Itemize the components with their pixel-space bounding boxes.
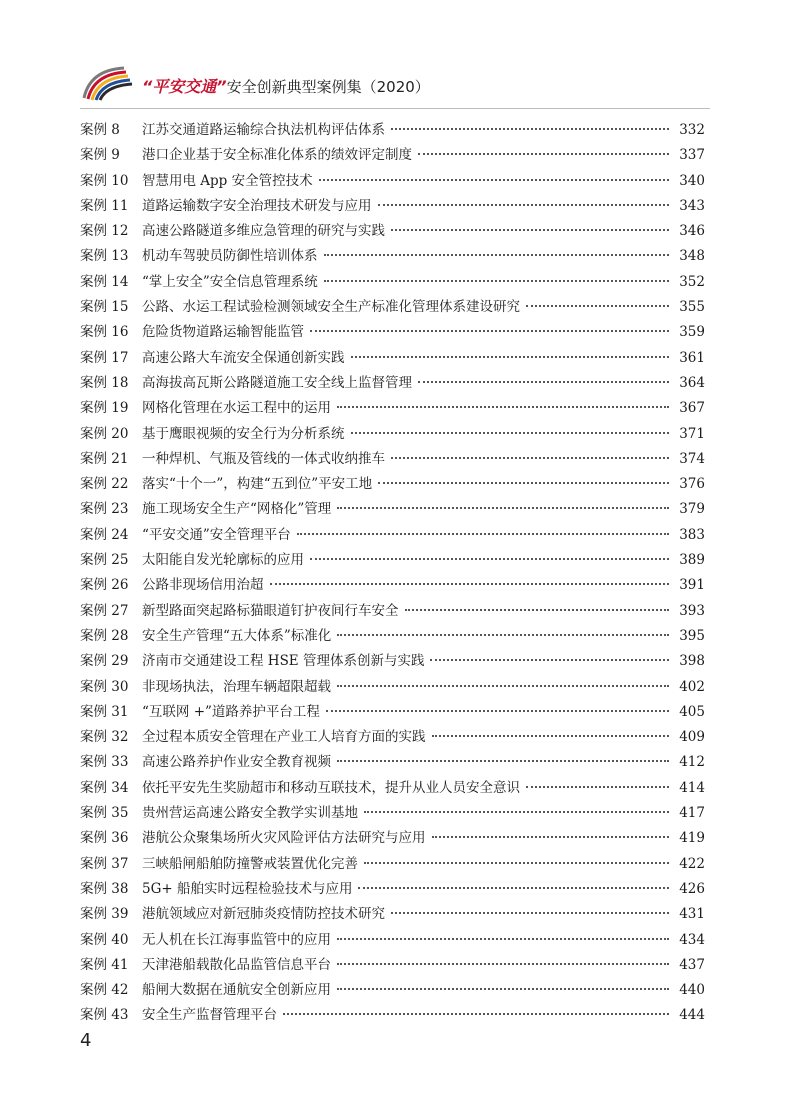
toc-page-number: 389 <box>679 552 705 569</box>
toc-dot-leader <box>364 862 669 864</box>
toc-case-title: 贵州营运高速公路安全教学实训基地 <box>142 805 358 822</box>
toc-page-number: 367 <box>679 400 705 417</box>
series-logo-icon <box>80 62 136 102</box>
toc-case-number: 案例 15 <box>80 299 129 316</box>
toc-page-number: 374 <box>679 450 705 467</box>
toc-dot-leader <box>337 988 669 990</box>
toc-dot-leader <box>324 280 669 282</box>
toc-entry[interactable] <box>80 497 705 522</box>
toc-entry[interactable] <box>80 649 705 674</box>
toc-entry[interactable] <box>80 877 705 902</box>
toc-case-number: 案例 12 <box>80 223 129 240</box>
toc-case-number: 案例 13 <box>80 248 129 265</box>
toc-case-title: 济南市交通建设工程 HSE 管理体系创新与实践 <box>142 653 425 670</box>
toc-case-number: 案例 30 <box>80 678 129 695</box>
toc-case-title: 高速公路大车流安全保通创新实践 <box>142 349 345 366</box>
toc-page-number: 409 <box>679 729 705 746</box>
toc-entry[interactable] <box>80 776 705 801</box>
toc-case-number: 案例 23 <box>80 501 129 518</box>
toc-entry[interactable] <box>80 523 705 548</box>
toc-entry[interactable] <box>80 750 705 775</box>
toc-case-number: 案例 41 <box>80 956 129 973</box>
toc-dot-leader <box>391 457 669 459</box>
toc-case-number: 案例 35 <box>80 805 129 822</box>
toc-entry[interactable] <box>80 675 705 700</box>
toc-entry[interactable] <box>80 244 705 269</box>
toc-page-number: 422 <box>679 855 705 872</box>
toc-page-number: 361 <box>679 349 705 366</box>
header-rule <box>80 108 710 109</box>
toc-case-number: 案例 43 <box>80 1007 129 1024</box>
toc-case-number: 案例 31 <box>80 703 129 720</box>
toc-dot-leader <box>391 229 669 231</box>
series-title <box>142 74 430 97</box>
toc-entry[interactable] <box>80 928 705 953</box>
toc-entry[interactable] <box>80 902 705 927</box>
toc-entry[interactable] <box>80 396 705 421</box>
toc-case-title: 无人机在长江海事监管中的应用 <box>142 931 331 948</box>
toc-page-number: 437 <box>679 956 705 973</box>
toc-page-number: 440 <box>679 982 705 999</box>
toc-dot-leader <box>430 659 669 661</box>
toc-case-title: 施工现场安全生产“网格化”管理 <box>142 501 332 518</box>
toc-case-title: 港航领域应对新冠肺炎疫情防控技术研究 <box>142 906 385 923</box>
toc-entry[interactable] <box>80 548 705 573</box>
toc-case-title: 网格化管理在水运工程中的运用 <box>142 400 331 417</box>
toc-case-number: 案例 40 <box>80 931 129 948</box>
toc-dot-leader <box>378 482 669 484</box>
toc-entry[interactable] <box>80 852 705 877</box>
toc-entry[interactable] <box>80 270 705 295</box>
toc-page-number: 346 <box>679 223 705 240</box>
toc-case-title: 公路非现场信用治超 <box>142 577 264 594</box>
toc-dot-leader <box>378 204 670 206</box>
toc-page-number: 348 <box>679 248 705 265</box>
toc-case-title: 危险货物道路运输智能监管 <box>142 324 304 341</box>
toc-page-number: 343 <box>679 197 705 214</box>
toc-page-number: 426 <box>679 880 705 897</box>
toc-case-title: 港航公众聚集场所火灾风险评估方法研究与应用 <box>142 830 426 847</box>
toc-case-number: 案例 18 <box>80 374 129 391</box>
toc-page-number: 402 <box>679 678 705 695</box>
toc-dot-leader <box>310 558 669 560</box>
toc-entry[interactable] <box>80 725 705 750</box>
toc-case-title: 高海拔高瓦斯公路隧道施工安全线上监督管理 <box>142 374 412 391</box>
toc-page-number: 371 <box>679 425 705 442</box>
toc-dot-leader <box>432 836 670 838</box>
toc-case-title: 三峡船闸船舶防撞警戒装置优化完善 <box>142 855 358 872</box>
toc-case-title: 落实“十个一”，构建“五到位”平安工地 <box>142 476 373 493</box>
toc-dot-leader <box>391 912 669 914</box>
toc-case-title: 高速公路养护作业安全教育视频 <box>142 754 331 771</box>
toc-dot-leader <box>297 533 669 535</box>
toc-case-number: 案例 28 <box>80 627 129 644</box>
toc-case-title: 公路、水运工程试验检测领域安全生产标准化管理体系建设研究 <box>142 299 520 316</box>
toc-case-title: 江苏交通道路运输综合执法机构评估体系 <box>142 122 385 138</box>
toc-page-number: 364 <box>679 374 705 391</box>
toc-case-number: 案例 32 <box>80 729 129 746</box>
toc-page-number: 395 <box>679 627 705 644</box>
toc-entry[interactable] <box>80 169 705 194</box>
toc-case-title: 一种焊机、气瓶及管线的一体式收纳推车 <box>142 450 385 467</box>
toc-dot-leader <box>337 406 669 408</box>
toc-dot-leader <box>364 811 669 813</box>
toc-dot-leader <box>270 583 670 585</box>
toc-entry[interactable] <box>80 978 705 1003</box>
toc-case-number: 案例 25 <box>80 552 129 569</box>
toc-case-number: 案例 24 <box>80 526 129 543</box>
toc-dot-leader <box>324 254 670 256</box>
toc-case-title: 道路运输数字安全治理技术研发与应用 <box>142 197 372 214</box>
toc-entry[interactable] <box>80 953 705 978</box>
toc-dot-leader <box>405 609 670 611</box>
toc-dot-leader <box>351 356 670 358</box>
toc-page-number: 355 <box>679 299 705 316</box>
toc-case-number: 案例 42 <box>80 982 129 999</box>
toc-dot-leader <box>418 381 669 383</box>
toc-entry[interactable] <box>80 143 705 168</box>
toc-dot-leader <box>326 710 669 712</box>
toc-dot-leader <box>310 330 669 332</box>
toc-entry[interactable] <box>80 194 705 219</box>
toc-page-number: 431 <box>679 906 705 923</box>
toc-case-title: 安全生产管理“五大体系”标准化 <box>142 627 332 644</box>
toc-case-number: 案例 11 <box>80 197 129 214</box>
toc-case-number: 案例 10 <box>80 172 129 189</box>
toc-case-title: 依托平安先生奖励超市和移动互联技术，提升从业人员安全意识 <box>142 779 520 796</box>
toc-case-number: 案例 39 <box>80 906 129 923</box>
toc-dot-leader <box>283 1013 669 1015</box>
toc-entry[interactable] <box>80 801 705 826</box>
toc-dot-leader <box>526 786 669 788</box>
toc-case-title: “掌上安全”安全信息管理系统 <box>142 273 318 290</box>
toc-dot-leader <box>337 760 669 762</box>
series-brand: “平安交通” <box>142 77 227 96</box>
toc-dot-leader <box>319 179 669 181</box>
toc-page-number: 340 <box>679 172 705 189</box>
toc-entry[interactable] <box>80 118 705 143</box>
toc-entry[interactable] <box>80 700 705 725</box>
toc-entry[interactable] <box>80 346 705 371</box>
toc-case-title: 港口企业基于安全标准化体系的绩效评定制度 <box>142 147 412 164</box>
toc-case-number: 案例 36 <box>80 830 129 847</box>
toc-entry[interactable] <box>80 624 705 649</box>
toc-dot-leader <box>337 634 669 636</box>
toc-case-number: 案例 34 <box>80 779 129 796</box>
toc-entry[interactable] <box>80 320 705 345</box>
toc-dot-leader <box>358 887 669 889</box>
toc-case-number: 案例 16 <box>80 324 129 341</box>
toc-page-number: 405 <box>679 703 705 720</box>
toc-case-number: 案例 17 <box>80 349 129 366</box>
toc-case-title: “平安交通”安全管理平台 <box>142 526 291 543</box>
toc-page-number: 412 <box>679 754 705 771</box>
toc-case-number: 案例 37 <box>80 855 129 872</box>
toc-case-title: 机动车驾驶员防御性培训体系 <box>142 248 318 265</box>
toc-entry[interactable] <box>80 295 705 320</box>
toc-case-number: 案例 33 <box>80 754 129 771</box>
toc-case-number: 案例 38 <box>80 880 129 897</box>
table-of-contents <box>80 118 705 1029</box>
toc-dot-leader <box>337 938 669 940</box>
toc-case-title: 5G+ 船舶实时远程检验技术与应用 <box>142 880 353 897</box>
toc-case-number: 案例 19 <box>80 400 129 417</box>
toc-case-title: 天津港船载散化品监管信息平台 <box>142 956 331 973</box>
toc-case-title: 船闸大数据在通航安全创新应用 <box>142 982 331 999</box>
toc-page-number: 417 <box>679 805 705 822</box>
toc-entry[interactable] <box>80 1003 705 1028</box>
toc-case-number: 案例 21 <box>80 450 129 467</box>
toc-case-title: 高速公路隧道多维应急管理的研究与实践 <box>142 223 385 240</box>
toc-dot-leader <box>337 963 669 965</box>
toc-dot-leader <box>337 507 669 509</box>
toc-page-number: 383 <box>679 526 705 543</box>
toc-page-number: 379 <box>679 501 705 518</box>
toc-entry[interactable] <box>80 371 705 396</box>
page-number: 4 <box>80 1030 92 1051</box>
toc-case-title: 新型路面突起路标猫眼道钉护夜间行车安全 <box>142 602 399 619</box>
toc-page-number: 434 <box>679 931 705 948</box>
toc-case-number: 案例 8 <box>80 122 120 138</box>
toc-case-number: 案例 27 <box>80 602 129 619</box>
toc-entry[interactable] <box>80 573 705 598</box>
toc-case-title: 基于鹰眼视频的安全行为分析系统 <box>142 425 345 442</box>
toc-dot-leader <box>337 685 669 687</box>
toc-page-number: 376 <box>679 476 705 493</box>
toc-case-title: 全过程本质安全管理在产业工人培育方面的实践 <box>142 729 426 746</box>
toc-page-number: 419 <box>679 830 705 847</box>
toc-case-number: 案例 29 <box>80 653 129 670</box>
toc-dot-leader <box>526 305 669 307</box>
toc-case-number: 案例 14 <box>80 273 129 290</box>
running-header <box>80 62 720 102</box>
toc-page-number: 414 <box>679 779 705 796</box>
toc-page-number: 337 <box>679 147 705 164</box>
toc-page-number: 444 <box>679 1007 705 1024</box>
toc-case-number: 案例 20 <box>80 425 129 442</box>
toc-entry[interactable] <box>80 599 705 624</box>
toc-entry[interactable] <box>80 422 705 447</box>
toc-case-title: 非现场执法，治理车辆超限超载 <box>142 678 331 695</box>
toc-dot-leader <box>418 153 669 155</box>
toc-page-number: 393 <box>679 602 705 619</box>
toc-dot-leader <box>391 128 669 130</box>
toc-case-title: 太阳能自发光轮廓标的应用 <box>142 552 304 569</box>
toc-case-title: 安全生产监督管理平台 <box>142 1007 277 1024</box>
toc-case-number: 案例 22 <box>80 476 129 493</box>
toc-page-number: 332 <box>679 122 705 138</box>
toc-page-number: 398 <box>679 653 705 670</box>
toc-dot-leader <box>432 735 670 737</box>
toc-case-number: 案例 9 <box>80 147 120 164</box>
toc-entry[interactable] <box>80 219 705 244</box>
toc-case-title: “互联网 +”道路养护平台工程 <box>142 703 320 720</box>
toc-page-number: 352 <box>679 273 705 290</box>
toc-page-number: 391 <box>679 577 705 594</box>
toc-entry[interactable] <box>80 472 705 497</box>
series-title-text: 安全创新典型案例集（2020） <box>226 78 430 96</box>
toc-dot-leader <box>351 432 670 434</box>
toc-page-number: 359 <box>679 324 705 341</box>
toc-entry[interactable] <box>80 826 705 851</box>
toc-case-title: 智慧用电 App 安全管控技术 <box>142 172 313 189</box>
toc-entry[interactable] <box>80 447 705 472</box>
toc-case-number: 案例 26 <box>80 577 129 594</box>
